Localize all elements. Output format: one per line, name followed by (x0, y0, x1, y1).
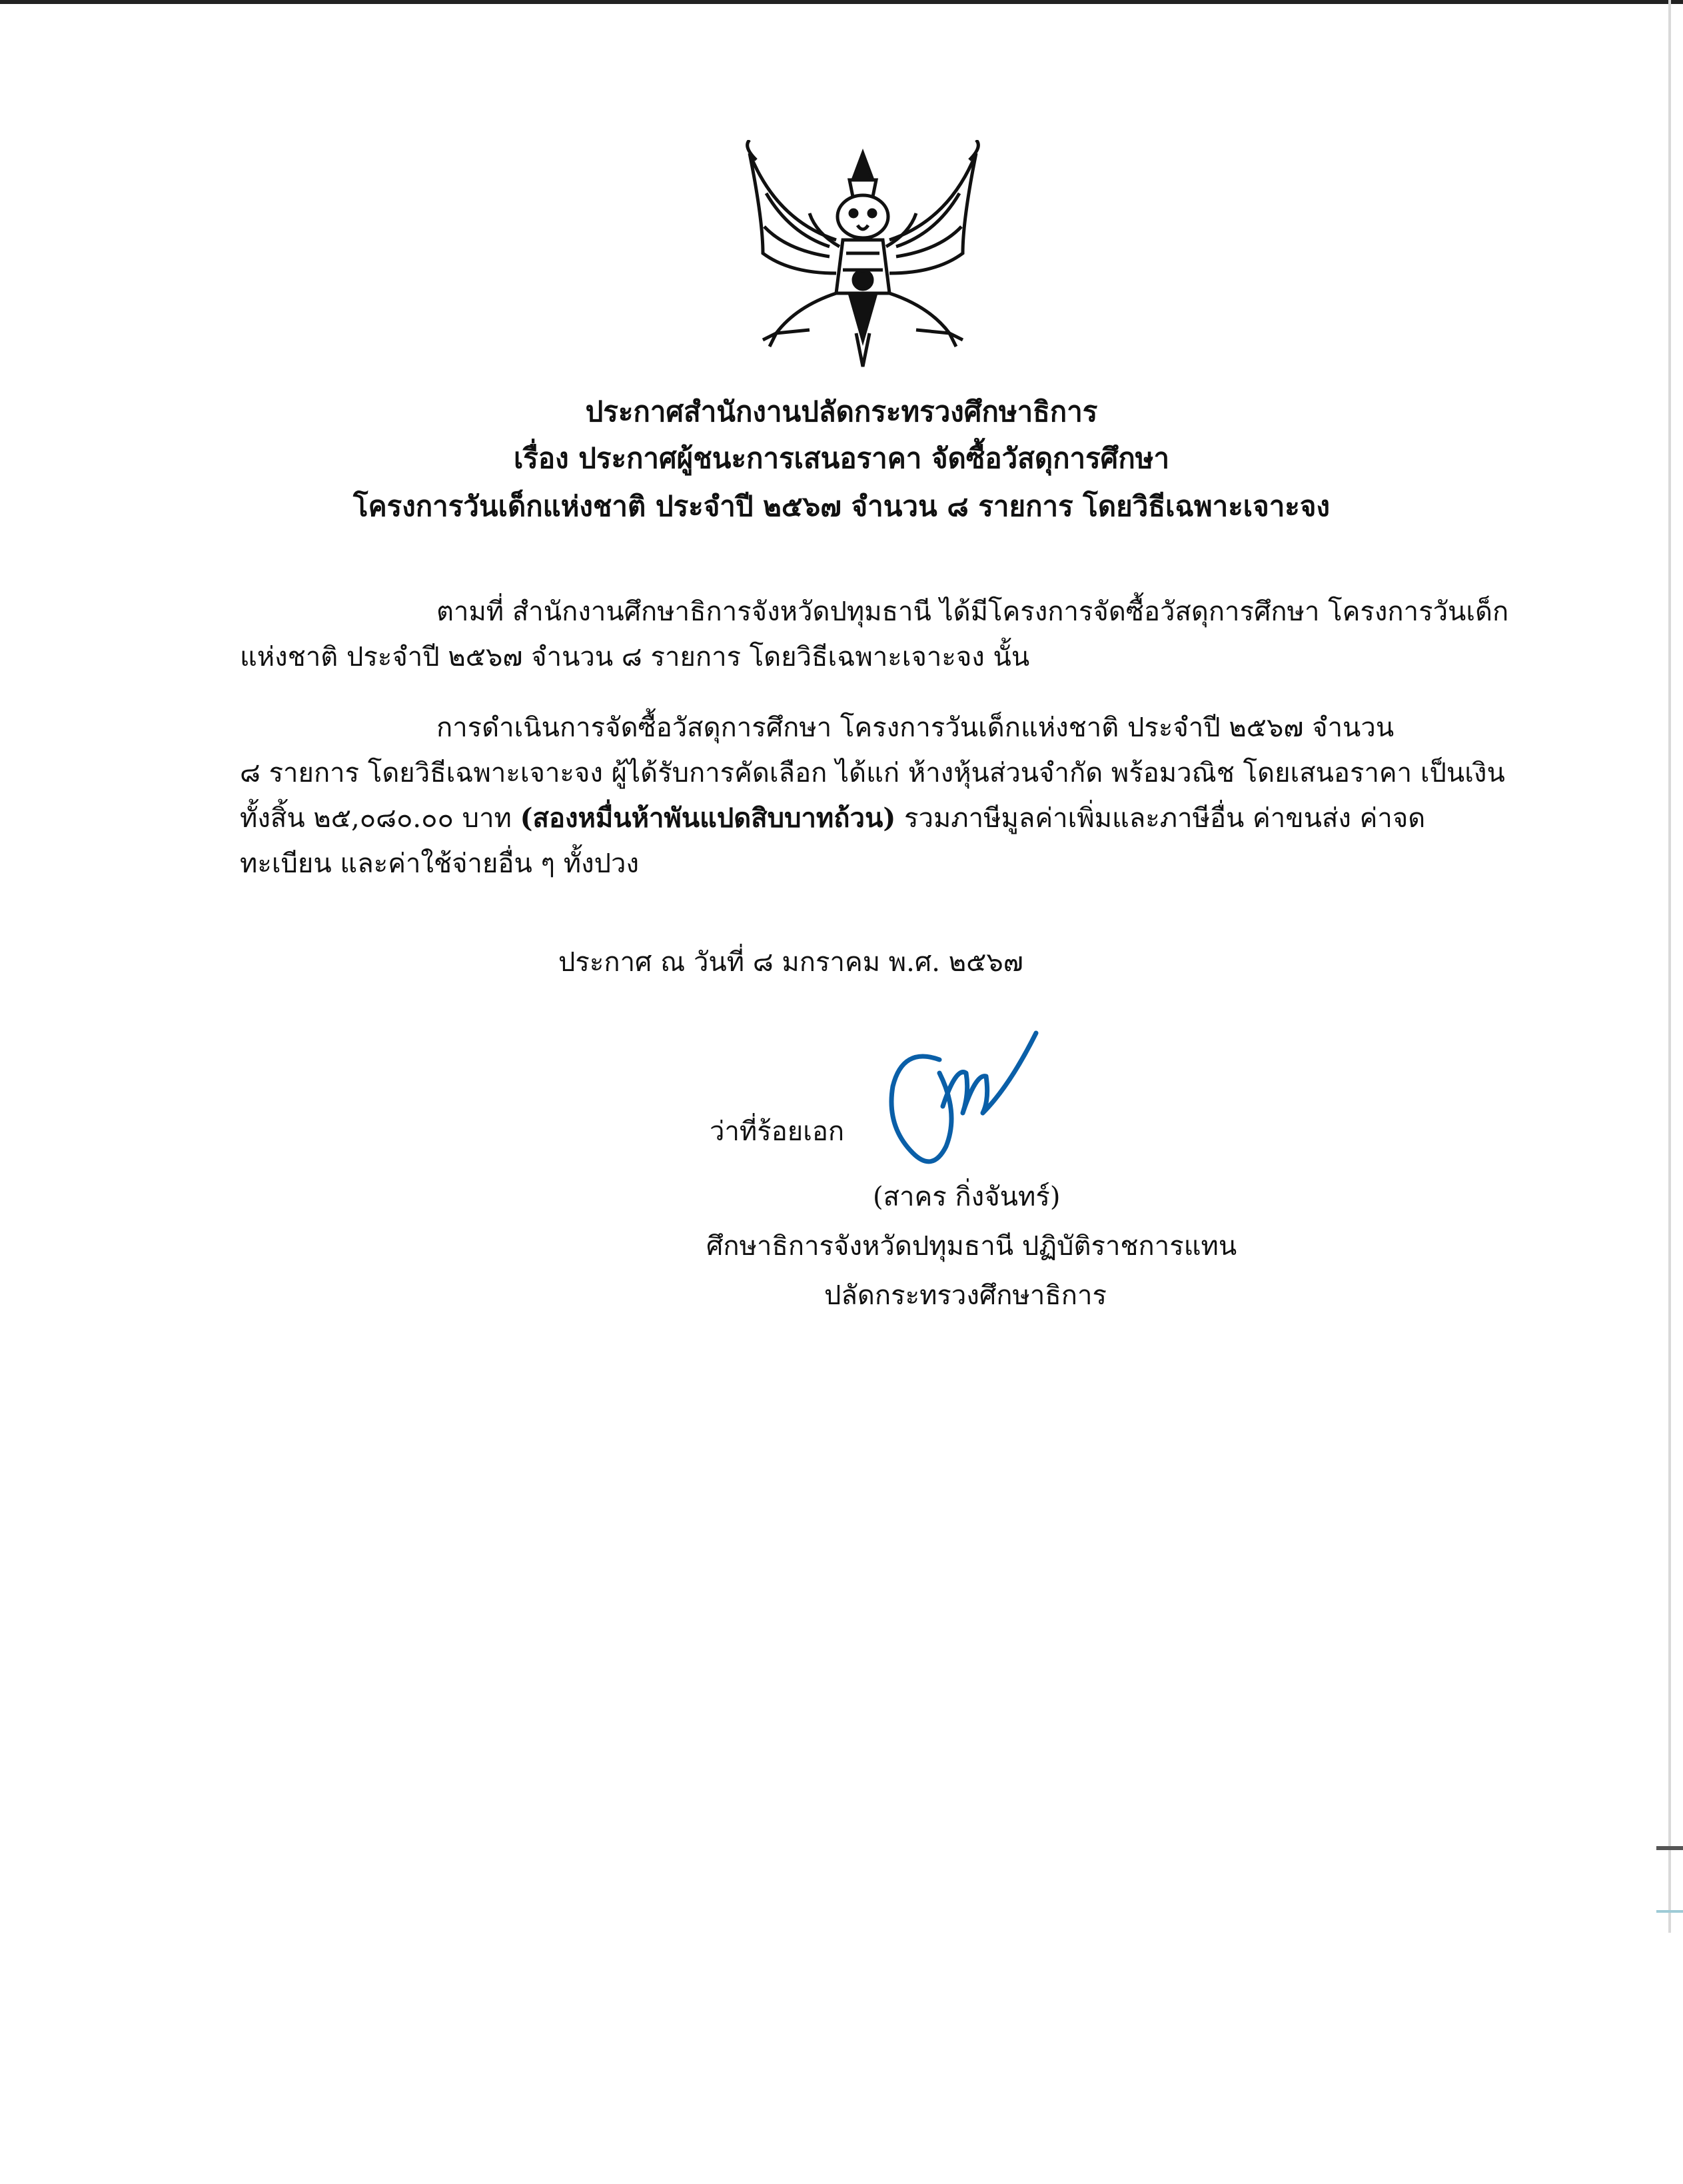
paragraph-2-line-3 (240, 796, 1509, 841)
signer-position-line-2: ปลัดกระทรวงศึกษาธิการ (824, 1280, 1107, 1311)
paragraph-2-line-1: การดำเนินการจัดซื้อวัสดุการศึกษา โครงการวันเด็กแห่งชาติ ประจำปี ๒๕๖๗ จำนวน (436, 712, 1395, 743)
title-line-2: เรื่อง ประกาศผู้ชนะการเสนอราคา จัดซื้อวัสดุการศึกษา (513, 442, 1170, 475)
thai-garuda-emblem-icon (736, 140, 989, 380)
scan-border-top (0, 0, 1683, 4)
signer-rank: ว่าที่ร้อยเอก (710, 1116, 845, 1147)
scan-edge-mark (1656, 1846, 1683, 1913)
announcement-date: ประกาศ ณ วันที่ ๘ มกราคม พ.ศ. ๒๕๖๗ (558, 947, 1023, 978)
signer-position-line-1: ศึกษาธิการจังหวัดปทุมธานี ปฏิบัติราชการแทน (706, 1231, 1237, 1262)
paragraph-1-line-2: แห่งชาติ ประจำปี ๒๕๖๗ จำนวน ๘ รายการ โดยวิธีเฉพาะเจาะจง นั้น (240, 642, 1030, 672)
paragraph-2-line-4: ทะเบียน และค่าใช้จ่ายอื่น ๆ ทั้งปวง (240, 848, 639, 879)
amount-terms: รวมภาษีมูลค่าเพิ่มและภาษีอื่น ค่าขนส่ง ค่าจด (895, 803, 1426, 834)
amount-text: ทั้งสิ้น ๒๕,๐๘๐.๐๐ บาท (240, 803, 520, 834)
title-line-1: ประกาศสำนักงานปลัดกระทรวงศึกษาธิการ (585, 395, 1098, 428)
amount-in-words: (สองหมื่นห้าพันแปดสิบบาทถ้วน) (520, 802, 896, 834)
paragraph-2 (240, 705, 1509, 886)
title-line-3: โครงการวันเด็กแห่งชาติ ประจำปี ๒๕๖๗ จำนวน ๘ รายการ โดยวิธีเฉพาะเจาะจง (353, 490, 1330, 523)
handwritten-signature-icon (876, 1026, 1049, 1180)
paragraph-1-line-1: ตามที่ สำนักงานศึกษาธิการจังหวัดปทุมธานี ได้มีโครงการจัดซื้อวัสดุการศึกษา โครงการวันเด็ก (436, 596, 1509, 627)
paragraph-1 (240, 589, 1509, 680)
signer-name: (สาคร กิ่งจันทร์) (873, 1182, 1061, 1212)
paragraph-2-line-2: ๘ รายการ โดยวิธีเฉพาะเจาะจง ผู้ได้รับการคัดเลือก ได้แก่ ห้างหุ้นส่วนจำกัด พร้อมวณิช โดยเสนอราคา เป็นเงิน (240, 758, 1505, 788)
scan-border-right (1668, 0, 1671, 1933)
